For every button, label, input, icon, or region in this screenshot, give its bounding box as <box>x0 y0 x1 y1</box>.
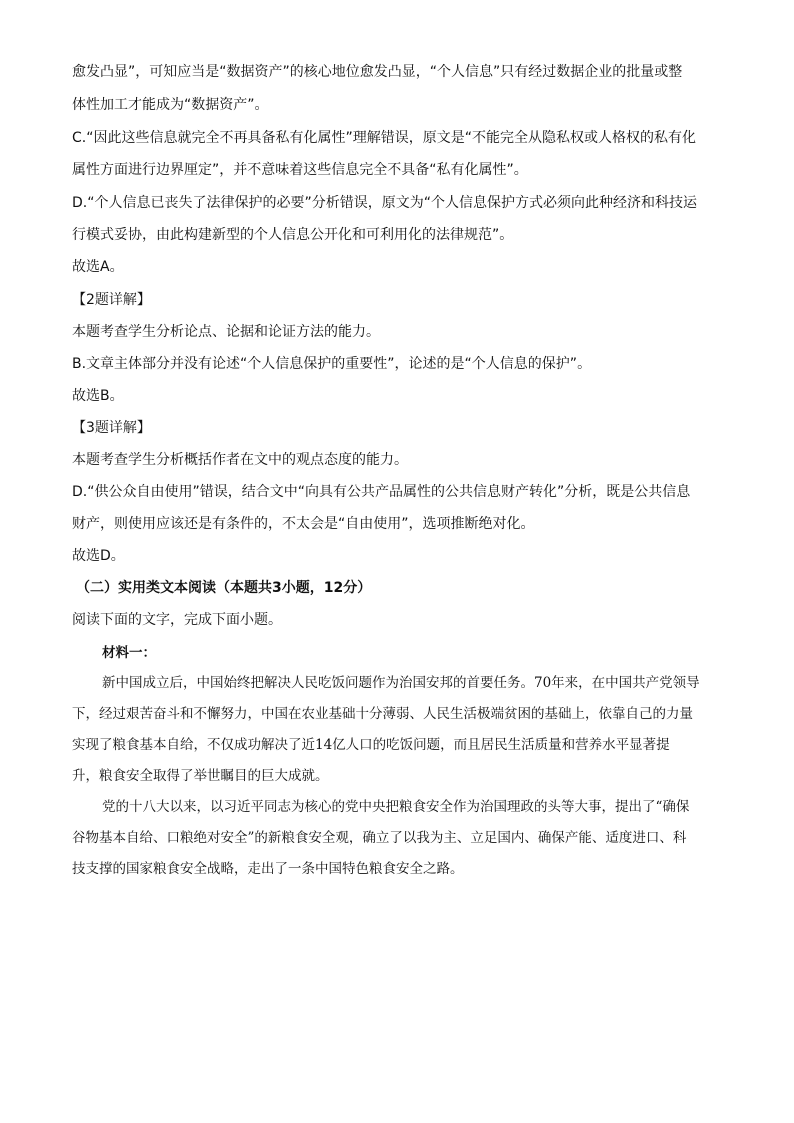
q3-line-1: 本题考查学生分析概括作者在文中的观点态度的能力。 <box>72 452 408 468</box>
q3-header: 【3题详解】 <box>72 420 151 436</box>
q2-line-1: 本题考查学生分析论点、论据和论证方法的能力。 <box>72 324 380 340</box>
material-one-label: 材料一： <box>102 645 156 661</box>
q1-option-c-line-1: C.“因此这些信息就完全不再具备私有化属性”理解错误，原文是“不能完全从隐私权或人格权的私有化 <box>72 130 696 146</box>
q1-continuation-line-1: 愈发凸显”，可知应当是“数据资产”的核心地位愈发凸显，“个人信息”只有经过数据企业的批量或整 <box>72 64 683 80</box>
material-para2-line-2: 谷物基本自给、口粮绝对安全”的新粮食安全观，确立了以我为主、立足国内、确保产能、适度进口、科 <box>72 830 687 846</box>
q2-line-2: B.文章主体部分并没有论述“个人信息保护的重要性”，论述的是“个人信息的保护”。 <box>72 356 592 372</box>
section-two-heading: （二）实用类文本阅读（本题共3小题，12分） <box>76 580 372 596</box>
material-para1-line-2: 下，经过艰苦奋斗和不懈努力，中国在农业基础十分薄弱、人民生活极端贫困的基础上，依靠自己的力量 <box>72 706 693 722</box>
material-para2-line-3: 技支撑的国家粮食安全战略，走出了一条中国特色粮食安全之路。 <box>72 861 464 877</box>
material-para2-line-1: 党的十八大以来，以习近平同志为核心的党中央把粮食安全作为治国理政的头等大事，提出了“确保 <box>102 799 690 815</box>
q1-option-d-line-1: D.“个人信息已丧失了法律保护的必要”分析错误，原文为“个人信息保护方式必须向此种经济和科技运 <box>72 195 697 211</box>
material-para1-line-3: 实现了粮食基本自给，不仅成功解决了近14亿人口的吃饭问题，而且居民生活质量和营养水平显著提 <box>72 737 670 753</box>
section-two-instruction: 阅读下面的文字，完成下面小题。 <box>72 612 282 628</box>
q3-option-d-line-2: 财产，则使用应该还是有条件的，不太会是“自由使用”，选项推断绝对化。 <box>72 516 535 532</box>
q1-answer: 故选A。 <box>72 259 124 275</box>
material-para1-line-1: 新中国成立后，中国始终把解决人民吃饭问题作为治国安邦的首要任务。70年来，在中国共产党领导 <box>102 675 700 691</box>
q2-header: 【2题详解】 <box>72 292 151 308</box>
q1-option-d-line-2: 行模式妥协，由此构建新型的个人信息公开化和可利用化的法律规范”。 <box>72 227 514 243</box>
material-para1-line-4: 升，粮食安全取得了举世瞩目的巨大成就。 <box>72 768 329 784</box>
q3-answer: 故选D。 <box>72 548 125 564</box>
q3-option-d-line-1: D.“供公众自由使用”错误，结合文中“向具有公共产品属性的公共信息财产转化”分析，既是公共信息 <box>72 484 691 500</box>
q1-option-c-line-2: 属性方面进行边界厘定”，并不意味着这些信息完全不具备“私有化属性”。 <box>72 162 528 178</box>
q1-continuation-line-2: 体性加工才能成为“数据资产”。 <box>72 97 269 113</box>
q2-answer: 故选B。 <box>72 388 124 404</box>
